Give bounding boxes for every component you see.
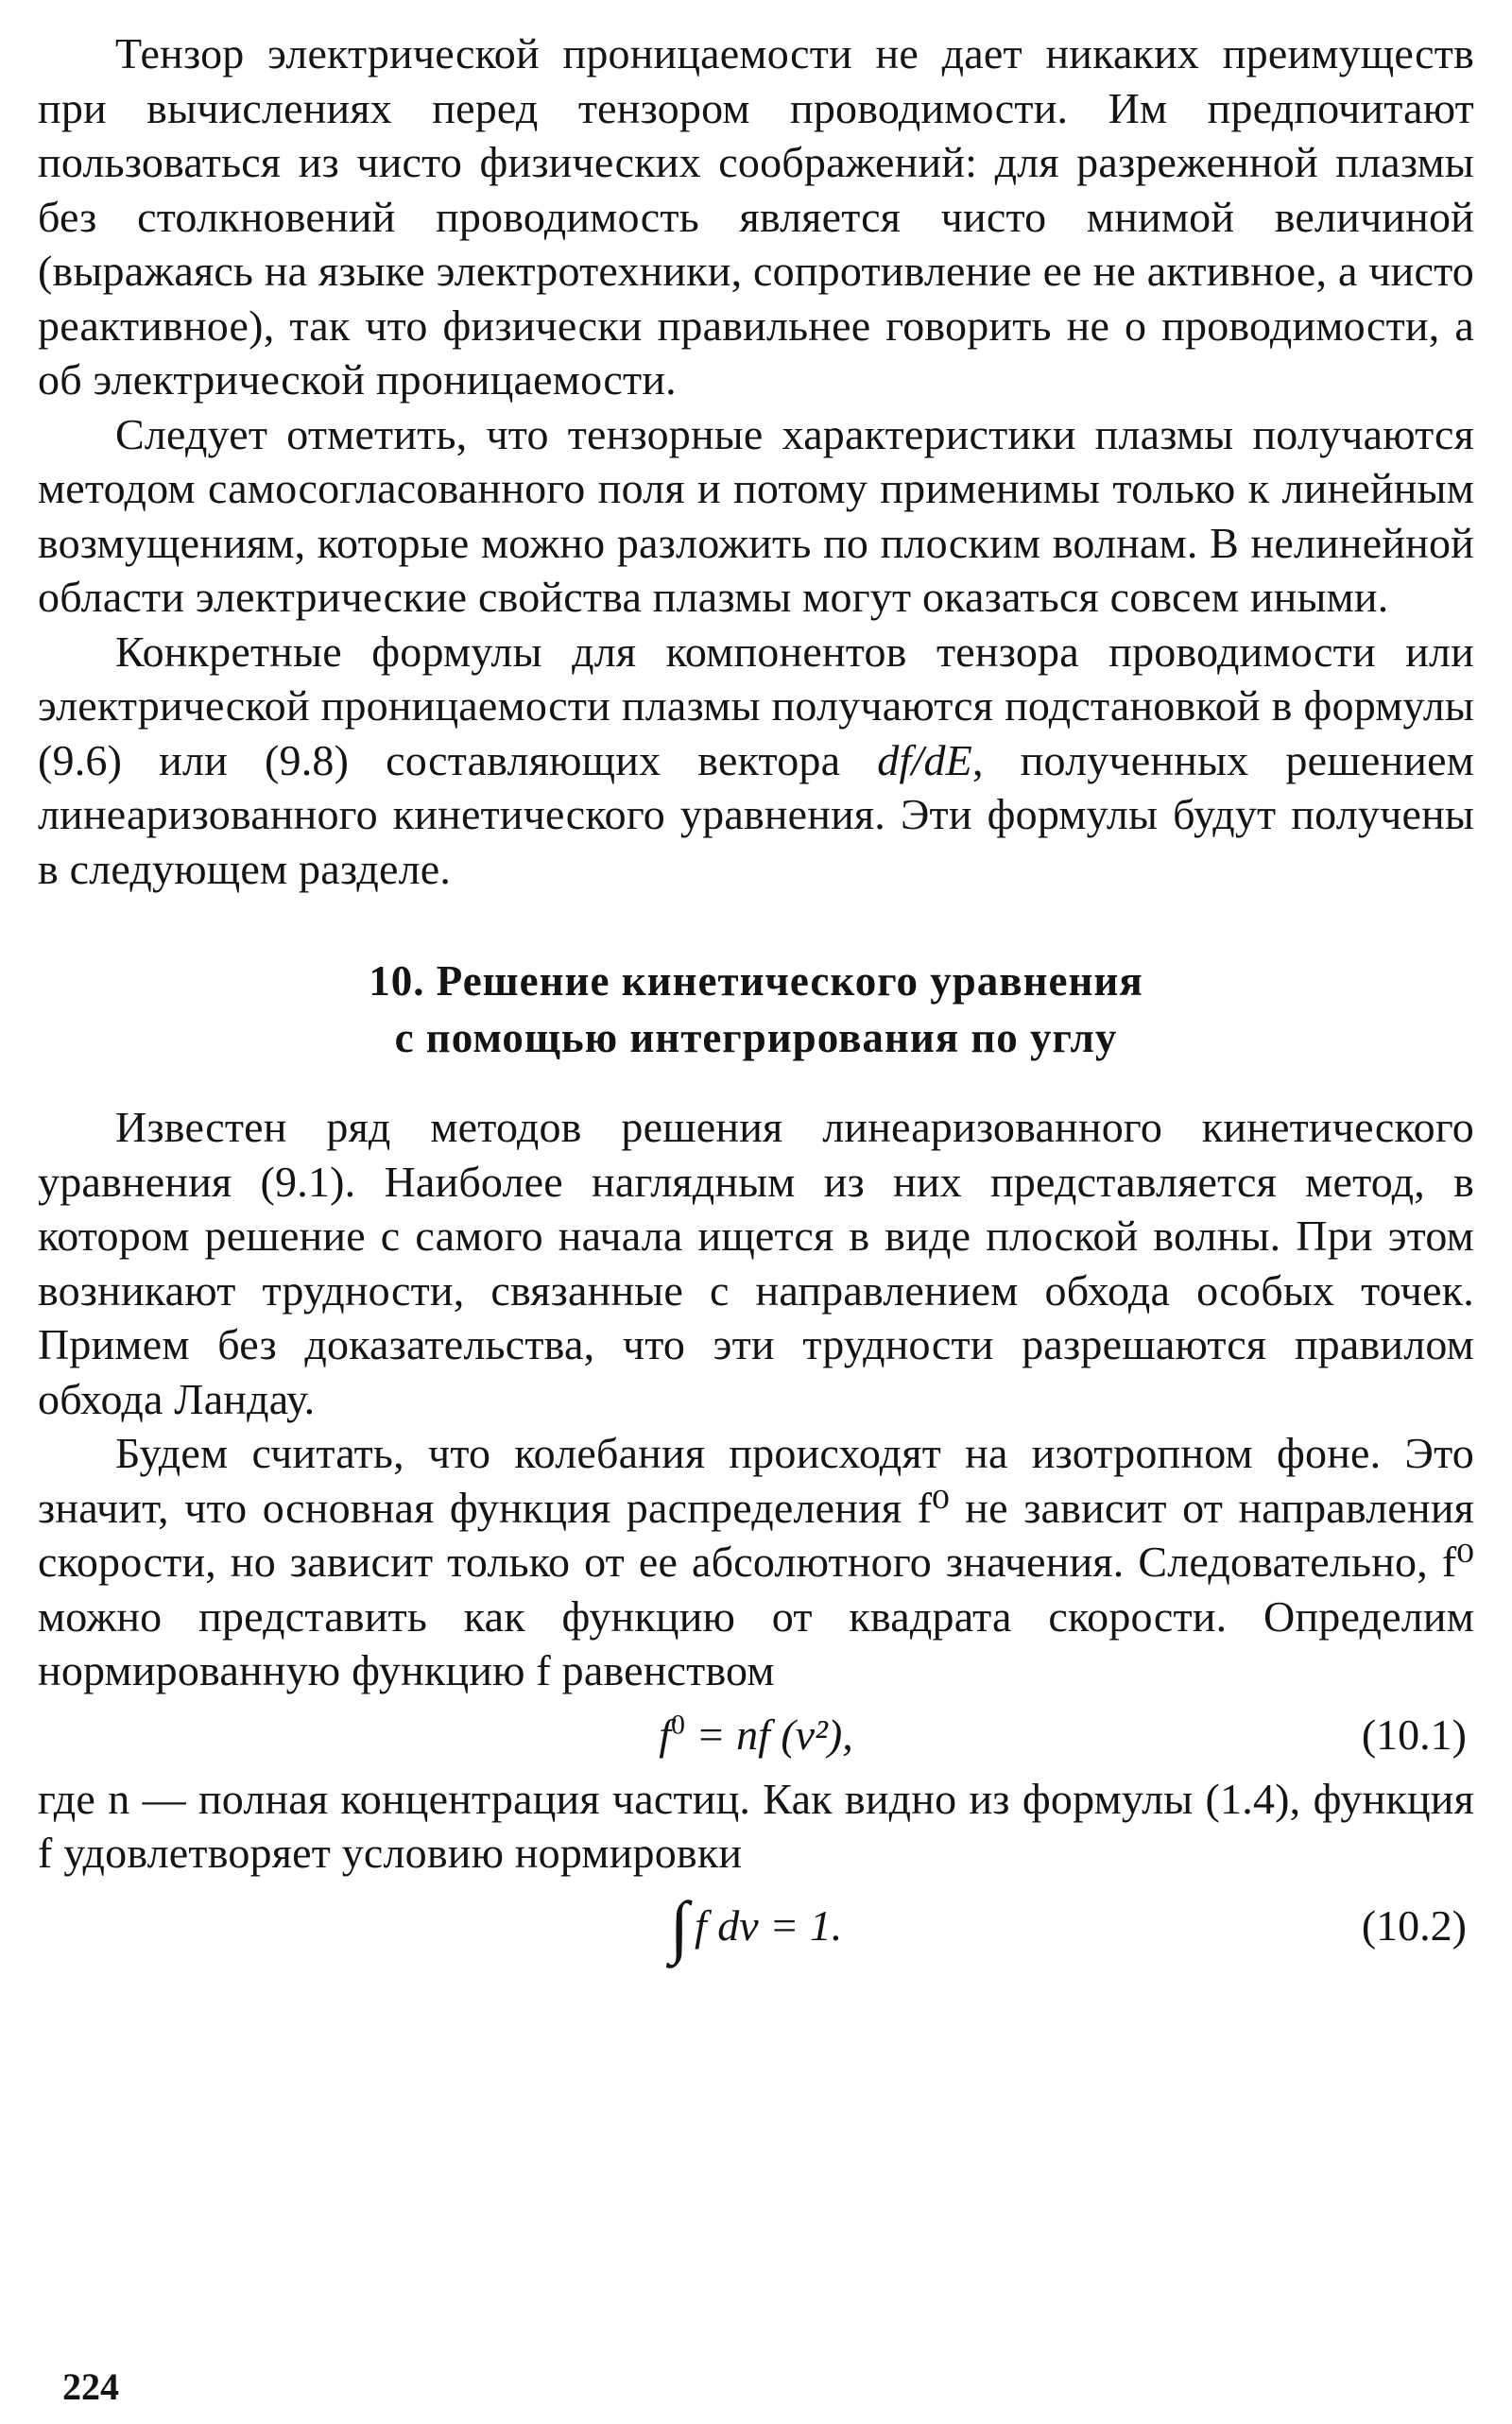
book-page bbox=[38, 26, 1474, 1971]
section-heading-line-1: 10. Решение кинетического уравнения bbox=[369, 957, 1143, 1005]
paragraph-text: , полученных решением линеаризованного кинетического уравнения. Эти формулы будут получены в следующем разделе. bbox=[38, 735, 1475, 893]
paragraph-methods: Известен ряд методов решения линеаризованного кинетического уравнения (9.1). Наиболее наглядным из них представляется метод, в котором решение с самого начала ищется в виде плоской волны. При этом возникают трудности, связанные с направлением обхода особых точек. Примем без доказательства, что эти трудности разрешаются правилом обхода Ландау. bbox=[38, 1103, 1474, 1423]
equation-body bbox=[38, 1881, 1474, 1972]
paragraph-isotropic: Будем считать, что колебания происходят на изотропном фоне. Это значит, что основная функция распределения f⁰ не зависит от направления скорости, но зависит только от ее абсолютного значения. Следовательно, f⁰ можно представить как функцию от квадрата скорости. Определим нормированную функцию f равенством bbox=[38, 1429, 1474, 1694]
paragraph-self-consistent-field: Следует отметить, что тензорные характеристики плазмы получаются методом самосогласованного поля и потому применимы только к линейным возмущениям, которые можно разложить по плоским волнам. В нелинейной области электрические свойства плазмы могут оказаться совсем иными. bbox=[38, 409, 1474, 621]
paragraph-text: Конкретные формулы для компонентов тензора проводимости или электрической проницаемости плазмы получаются подстановкой в формулы (9.6) или (9.8) составляющих вектора bbox=[38, 627, 1474, 784]
eq-rhs: = nf (v²), bbox=[696, 1710, 853, 1759]
equation-10-2 bbox=[38, 1881, 1474, 1971]
section-heading-line-2: с помощью интегрирования по углу bbox=[394, 1014, 1118, 1061]
derivative-symbol: df/dE bbox=[877, 735, 972, 784]
equation-10-1 bbox=[38, 1698, 1474, 1772]
eq-lhs-superscript: 0 bbox=[671, 1709, 686, 1741]
page-number: 224 bbox=[62, 2365, 119, 2408]
integral-sign: ∫ bbox=[669, 1887, 690, 1966]
paragraph-concentration: где n — полная концентрация частиц. Как видно из формулы (1.4), функция f удовлетворяет условию нормировки bbox=[38, 1774, 1474, 1877]
equation-body bbox=[38, 1698, 1474, 1772]
section-heading bbox=[38, 953, 1474, 1066]
eq-integrand: f dv = 1. bbox=[695, 1900, 843, 1950]
eq-lhs: f bbox=[659, 1710, 672, 1759]
paragraph-tensor-permittivity: Тензор электрической проницаемости не дает никаких преимуществ при вычислениях перед тензором проводимости. Им предпочитают пользоваться из чисто физических соображений: для разреженной плазмы без столкновений проводимость является чисто мнимой величиной (выражаясь на языке электротехники, сопротивление ее не активное, а чисто реактивное), так что физически правильнее говорить не о проводимости, а об электрической проницаемости. bbox=[38, 29, 1474, 404]
paragraph-concrete-formulas bbox=[38, 625, 1474, 897]
equation-number: (10.1) bbox=[1361, 1710, 1467, 1759]
equation-number: (10.2) bbox=[1361, 1900, 1467, 1950]
